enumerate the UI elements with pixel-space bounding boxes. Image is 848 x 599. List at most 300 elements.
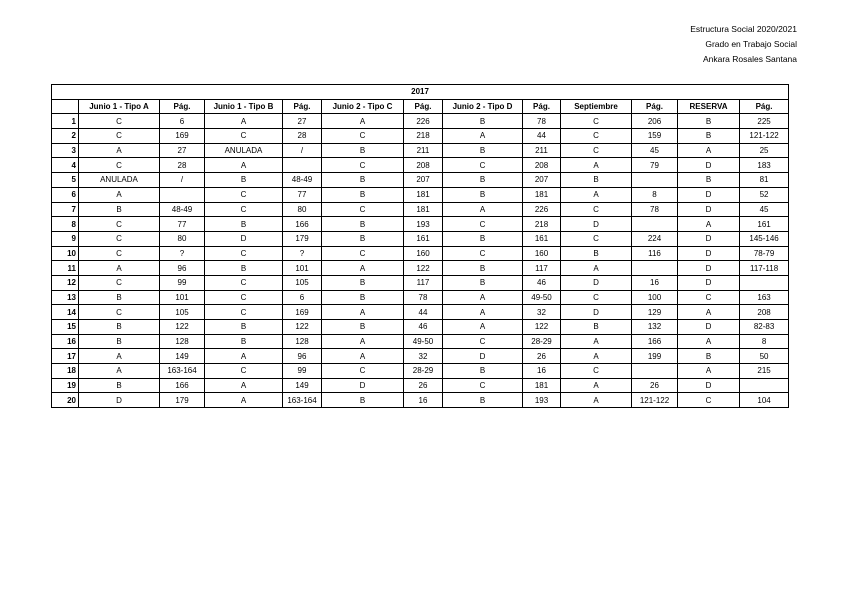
- table-cell: B: [322, 393, 404, 408]
- table-cell: 163-164: [160, 364, 205, 379]
- table-cell: A: [205, 378, 283, 393]
- question-number: 12: [52, 275, 79, 290]
- table-cell: D: [561, 305, 632, 320]
- table-cell: B: [561, 320, 632, 335]
- table-cell: 160: [523, 246, 561, 261]
- column-header: Pág.: [523, 99, 561, 114]
- question-number: 16: [52, 334, 79, 349]
- table-cell: B: [205, 320, 283, 335]
- column-header: Pág.: [740, 99, 789, 114]
- row-number-header: [52, 99, 79, 114]
- table-cell: A: [678, 305, 740, 320]
- table-cell: A: [443, 320, 523, 335]
- table-cell: 79: [632, 158, 678, 173]
- table-cell: A: [322, 305, 404, 320]
- table-cell: 117: [523, 261, 561, 276]
- column-header: Pág.: [283, 99, 322, 114]
- table-cell: 48-49: [160, 202, 205, 217]
- table-cell: 44: [523, 129, 561, 144]
- table-cell: 121-122: [632, 393, 678, 408]
- table-cell: A: [561, 261, 632, 276]
- question-number: 4: [52, 158, 79, 173]
- table-cell: C: [79, 305, 160, 320]
- answer-key-table: [51, 84, 789, 408]
- table-cell: ANULADA: [205, 143, 283, 158]
- table-cell: 99: [283, 364, 322, 379]
- column-header: Junio 2 - Tipo D: [443, 99, 523, 114]
- table-cell: D: [678, 246, 740, 261]
- column-header: Pág.: [404, 99, 443, 114]
- table-cell: D: [678, 261, 740, 276]
- table-cell: C: [322, 158, 404, 173]
- table-cell: 211: [523, 143, 561, 158]
- table-cell: 160: [404, 246, 443, 261]
- question-number: 5: [52, 173, 79, 188]
- table-cell: 161: [523, 231, 561, 246]
- table-cell: 122: [160, 320, 205, 335]
- table-cell: B: [561, 173, 632, 188]
- table-cell: A: [322, 114, 404, 129]
- table-cell: B: [443, 393, 523, 408]
- table-cell: 25: [740, 143, 789, 158]
- table-cell: B: [443, 261, 523, 276]
- table-row: [52, 187, 789, 202]
- table-cell: A: [322, 334, 404, 349]
- table-cell: C: [322, 202, 404, 217]
- table-cell: 28-29: [404, 364, 443, 379]
- table-cell: 181: [523, 378, 561, 393]
- table-cell: B: [79, 378, 160, 393]
- table-cell: 163-164: [283, 393, 322, 408]
- table-cell: 96: [283, 349, 322, 364]
- table-cell: 181: [404, 202, 443, 217]
- table-cell: 28: [160, 158, 205, 173]
- table-cell: 169: [283, 305, 322, 320]
- table-cell: 8: [740, 334, 789, 349]
- table-cell: 183: [740, 158, 789, 173]
- table-cell: 149: [283, 378, 322, 393]
- table-cell: ?: [283, 246, 322, 261]
- table-cell: C: [322, 129, 404, 144]
- table-cell: C: [205, 364, 283, 379]
- table-cell: A: [322, 349, 404, 364]
- table-cell: D: [678, 378, 740, 393]
- column-header: Pág.: [160, 99, 205, 114]
- table-cell: 122: [404, 261, 443, 276]
- table-cell: D: [79, 393, 160, 408]
- table-cell: C: [79, 217, 160, 232]
- table-cell: C: [205, 275, 283, 290]
- table-cell: B: [205, 334, 283, 349]
- table-cell: C: [561, 114, 632, 129]
- table-cell: 78: [404, 290, 443, 305]
- table-cell: [632, 364, 678, 379]
- column-header: Pág.: [632, 99, 678, 114]
- table-cell: 179: [160, 393, 205, 408]
- table-cell: ?: [160, 246, 205, 261]
- table-cell: 105: [160, 305, 205, 320]
- column-header: RESERVA: [678, 99, 740, 114]
- table-cell: 224: [632, 231, 678, 246]
- question-number: 19: [52, 378, 79, 393]
- table-row: [52, 158, 789, 173]
- table-cell: 44: [404, 305, 443, 320]
- table-cell: A: [561, 334, 632, 349]
- table-cell: C: [79, 275, 160, 290]
- table-cell: C: [205, 129, 283, 144]
- table-cell: A: [322, 261, 404, 276]
- table-cell: 45: [632, 143, 678, 158]
- table-cell: 46: [404, 320, 443, 335]
- table-cell: C: [561, 143, 632, 158]
- table-cell: 77: [283, 187, 322, 202]
- table-row: [52, 202, 789, 217]
- table-cell: 145-146: [740, 231, 789, 246]
- table-cell: 211: [404, 143, 443, 158]
- table-cell: A: [561, 378, 632, 393]
- question-number: 8: [52, 217, 79, 232]
- question-number: 14: [52, 305, 79, 320]
- table-cell: A: [79, 187, 160, 202]
- table-cell: [740, 275, 789, 290]
- question-number: 17: [52, 349, 79, 364]
- column-header: Junio 1 - Tipo B: [205, 99, 283, 114]
- table-cell: 104: [740, 393, 789, 408]
- table-cell: 128: [283, 334, 322, 349]
- table-cell: 50: [740, 349, 789, 364]
- table-cell: C: [79, 246, 160, 261]
- table-cell: 105: [283, 275, 322, 290]
- table-cell: [160, 187, 205, 202]
- table-cell: B: [79, 334, 160, 349]
- table-cell: B: [322, 275, 404, 290]
- table-cell: 101: [283, 261, 322, 276]
- table-cell: C: [443, 246, 523, 261]
- table-cell: 149: [160, 349, 205, 364]
- table-cell: 206: [632, 114, 678, 129]
- table-cell: A: [79, 364, 160, 379]
- table-cell: C: [443, 217, 523, 232]
- table-row: [52, 173, 789, 188]
- table-cell: B: [205, 261, 283, 276]
- table-cell: 16: [404, 393, 443, 408]
- table-cell: B: [678, 349, 740, 364]
- table-cell: A: [678, 217, 740, 232]
- table-cell: 99: [160, 275, 205, 290]
- table-row: [52, 290, 789, 305]
- table-cell: 218: [523, 217, 561, 232]
- table-row: [52, 261, 789, 276]
- table-cell: 28-29: [523, 334, 561, 349]
- table-cell: 207: [404, 173, 443, 188]
- table-cell: D: [322, 378, 404, 393]
- table-cell: 32: [523, 305, 561, 320]
- table-cell: C: [322, 246, 404, 261]
- table-cell: A: [205, 114, 283, 129]
- table-row: [52, 334, 789, 349]
- table-cell: B: [443, 143, 523, 158]
- table-cell: 26: [404, 378, 443, 393]
- table-row: [52, 114, 789, 129]
- table-cell: 132: [632, 320, 678, 335]
- table-cell: B: [443, 173, 523, 188]
- table-cell: C: [561, 364, 632, 379]
- table-row: [52, 364, 789, 379]
- table-cell: A: [678, 364, 740, 379]
- table-cell: A: [79, 143, 160, 158]
- question-number: 10: [52, 246, 79, 261]
- table-cell: [283, 158, 322, 173]
- question-number: 18: [52, 364, 79, 379]
- table-cell: 48-49: [283, 173, 322, 188]
- table-cell: B: [443, 231, 523, 246]
- table-cell: A: [443, 290, 523, 305]
- table-cell: B: [678, 173, 740, 188]
- table-cell: B: [678, 114, 740, 129]
- table-cell: C: [678, 290, 740, 305]
- table-cell: 166: [632, 334, 678, 349]
- table-cell: B: [79, 320, 160, 335]
- table-cell: [632, 217, 678, 232]
- table-cell: 181: [523, 187, 561, 202]
- table-cell: D: [443, 349, 523, 364]
- table-cell: B: [322, 217, 404, 232]
- table-cell: 208: [523, 158, 561, 173]
- table-cell: 166: [283, 217, 322, 232]
- table-row: [52, 217, 789, 232]
- table-cell: 193: [404, 217, 443, 232]
- table-cell: 215: [740, 364, 789, 379]
- table-cell: 6: [283, 290, 322, 305]
- table-cell: C: [205, 246, 283, 261]
- table-cell: 129: [632, 305, 678, 320]
- table-cell: 26: [523, 349, 561, 364]
- column-header: Junio 2 - Tipo C: [322, 99, 404, 114]
- table-cell: 226: [404, 114, 443, 129]
- table-cell: 49-50: [404, 334, 443, 349]
- table-cell: D: [678, 158, 740, 173]
- table-cell: B: [322, 320, 404, 335]
- table-cell: 208: [740, 305, 789, 320]
- question-number: 2: [52, 129, 79, 144]
- table-cell: 28: [283, 129, 322, 144]
- table-cell: D: [678, 275, 740, 290]
- table-cell: A: [205, 349, 283, 364]
- table-cell: 159: [632, 129, 678, 144]
- question-number: 7: [52, 202, 79, 217]
- table-cell: 199: [632, 349, 678, 364]
- table-cell: 207: [523, 173, 561, 188]
- table-cell: 78-79: [740, 246, 789, 261]
- table-cell: D: [678, 187, 740, 202]
- table-cell: D: [561, 275, 632, 290]
- table-cell: 181: [404, 187, 443, 202]
- table-cell: 117: [404, 275, 443, 290]
- table-cell: B: [205, 173, 283, 188]
- table-cell: 122: [523, 320, 561, 335]
- table-cell: B: [322, 290, 404, 305]
- table-cell: C: [79, 129, 160, 144]
- table-cell: 6: [160, 114, 205, 129]
- table-cell: A: [561, 158, 632, 173]
- table-row: [52, 349, 789, 364]
- table-cell: [740, 378, 789, 393]
- table-cell: C: [561, 290, 632, 305]
- table-cell: /: [160, 173, 205, 188]
- table-cell: 218: [404, 129, 443, 144]
- table-cell: 49-50: [523, 290, 561, 305]
- table-cell: B: [79, 290, 160, 305]
- table-cell: 100: [632, 290, 678, 305]
- table-cell: [632, 173, 678, 188]
- table-cell: 80: [283, 202, 322, 217]
- column-header: Junio 1 - Tipo A: [79, 99, 160, 114]
- course-title: Estructura Social 2020/2021: [690, 24, 797, 34]
- table-cell: A: [561, 349, 632, 364]
- table-cell: ANULADA: [79, 173, 160, 188]
- table-cell: C: [79, 231, 160, 246]
- table-cell: A: [561, 393, 632, 408]
- table-cell: A: [561, 187, 632, 202]
- table-cell: 78: [632, 202, 678, 217]
- table-cell: /: [283, 143, 322, 158]
- table-cell: B: [443, 364, 523, 379]
- table-cell: [632, 261, 678, 276]
- table-cell: A: [678, 143, 740, 158]
- table-cell: 32: [404, 349, 443, 364]
- table-cell: C: [561, 202, 632, 217]
- table-cell: C: [443, 334, 523, 349]
- question-number: 1: [52, 114, 79, 129]
- table-cell: 116: [632, 246, 678, 261]
- table-cell: B: [561, 246, 632, 261]
- question-number: 6: [52, 187, 79, 202]
- table-cell: 27: [160, 143, 205, 158]
- table-cell: 46: [523, 275, 561, 290]
- table-cell: 26: [632, 378, 678, 393]
- table-cell: C: [443, 158, 523, 173]
- question-number: 11: [52, 261, 79, 276]
- table-cell: 161: [740, 217, 789, 232]
- question-number: 3: [52, 143, 79, 158]
- table-body: [52, 114, 789, 408]
- table-cell: C: [205, 202, 283, 217]
- document-header: [690, 22, 797, 67]
- question-number: 13: [52, 290, 79, 305]
- table-cell: C: [79, 158, 160, 173]
- table-cell: 45: [740, 202, 789, 217]
- table-cell: B: [205, 217, 283, 232]
- table-cell: C: [678, 393, 740, 408]
- table-cell: 163: [740, 290, 789, 305]
- table-cell: A: [205, 393, 283, 408]
- table-cell: B: [79, 202, 160, 217]
- table-cell: 16: [632, 275, 678, 290]
- column-header-row: [52, 99, 789, 114]
- table-cell: 77: [160, 217, 205, 232]
- table-row: [52, 320, 789, 335]
- table-cell: 27: [283, 114, 322, 129]
- degree-name: Grado en Trabajo Social: [705, 39, 797, 49]
- year-header: 2017: [52, 85, 789, 100]
- table-cell: A: [443, 202, 523, 217]
- table-cell: C: [205, 290, 283, 305]
- table-cell: D: [678, 320, 740, 335]
- table-row: [52, 246, 789, 261]
- table-cell: 8: [632, 187, 678, 202]
- table-cell: 101: [160, 290, 205, 305]
- table-cell: 122: [283, 320, 322, 335]
- question-number: 15: [52, 320, 79, 335]
- table-cell: 52: [740, 187, 789, 202]
- table-cell: 80: [160, 231, 205, 246]
- table-cell: 226: [523, 202, 561, 217]
- table-cell: 169: [160, 129, 205, 144]
- table-cell: 208: [404, 158, 443, 173]
- table-row: [52, 231, 789, 246]
- table-cell: 179: [283, 231, 322, 246]
- table-cell: D: [678, 202, 740, 217]
- table-cell: C: [79, 114, 160, 129]
- table-cell: 78: [523, 114, 561, 129]
- table-row: [52, 143, 789, 158]
- question-number: 20: [52, 393, 79, 408]
- table-cell: D: [678, 231, 740, 246]
- table-row: [52, 378, 789, 393]
- table-cell: 16: [523, 364, 561, 379]
- table-cell: 81: [740, 173, 789, 188]
- table-cell: A: [79, 349, 160, 364]
- table-cell: B: [443, 275, 523, 290]
- table-cell: 193: [523, 393, 561, 408]
- table-cell: C: [443, 378, 523, 393]
- table-cell: C: [205, 187, 283, 202]
- table-row: [52, 129, 789, 144]
- column-header: Septiembre: [561, 99, 632, 114]
- table-cell: B: [443, 187, 523, 202]
- table-cell: 128: [160, 334, 205, 349]
- table-cell: A: [443, 305, 523, 320]
- table-cell: C: [205, 305, 283, 320]
- table-cell: 117-118: [740, 261, 789, 276]
- table-row: [52, 305, 789, 320]
- table-cell: C: [561, 129, 632, 144]
- table-cell: A: [443, 129, 523, 144]
- table-cell: B: [322, 143, 404, 158]
- table-cell: B: [322, 231, 404, 246]
- table-cell: 225: [740, 114, 789, 129]
- table-cell: 82-83: [740, 320, 789, 335]
- table-cell: B: [443, 114, 523, 129]
- table-cell: 161: [404, 231, 443, 246]
- table-cell: A: [205, 158, 283, 173]
- table-cell: C: [561, 231, 632, 246]
- table-cell: D: [561, 217, 632, 232]
- table-cell: A: [79, 261, 160, 276]
- table-cell: D: [205, 231, 283, 246]
- table-cell: B: [322, 173, 404, 188]
- table-cell: 121-122: [740, 129, 789, 144]
- question-number: 9: [52, 231, 79, 246]
- table-cell: C: [322, 364, 404, 379]
- table-row: [52, 393, 789, 408]
- table-cell: B: [322, 187, 404, 202]
- table-cell: A: [678, 334, 740, 349]
- author-name: Ankara Rosales Santana: [702, 54, 797, 64]
- table-cell: 96: [160, 261, 205, 276]
- table-cell: B: [678, 129, 740, 144]
- table-row: [52, 275, 789, 290]
